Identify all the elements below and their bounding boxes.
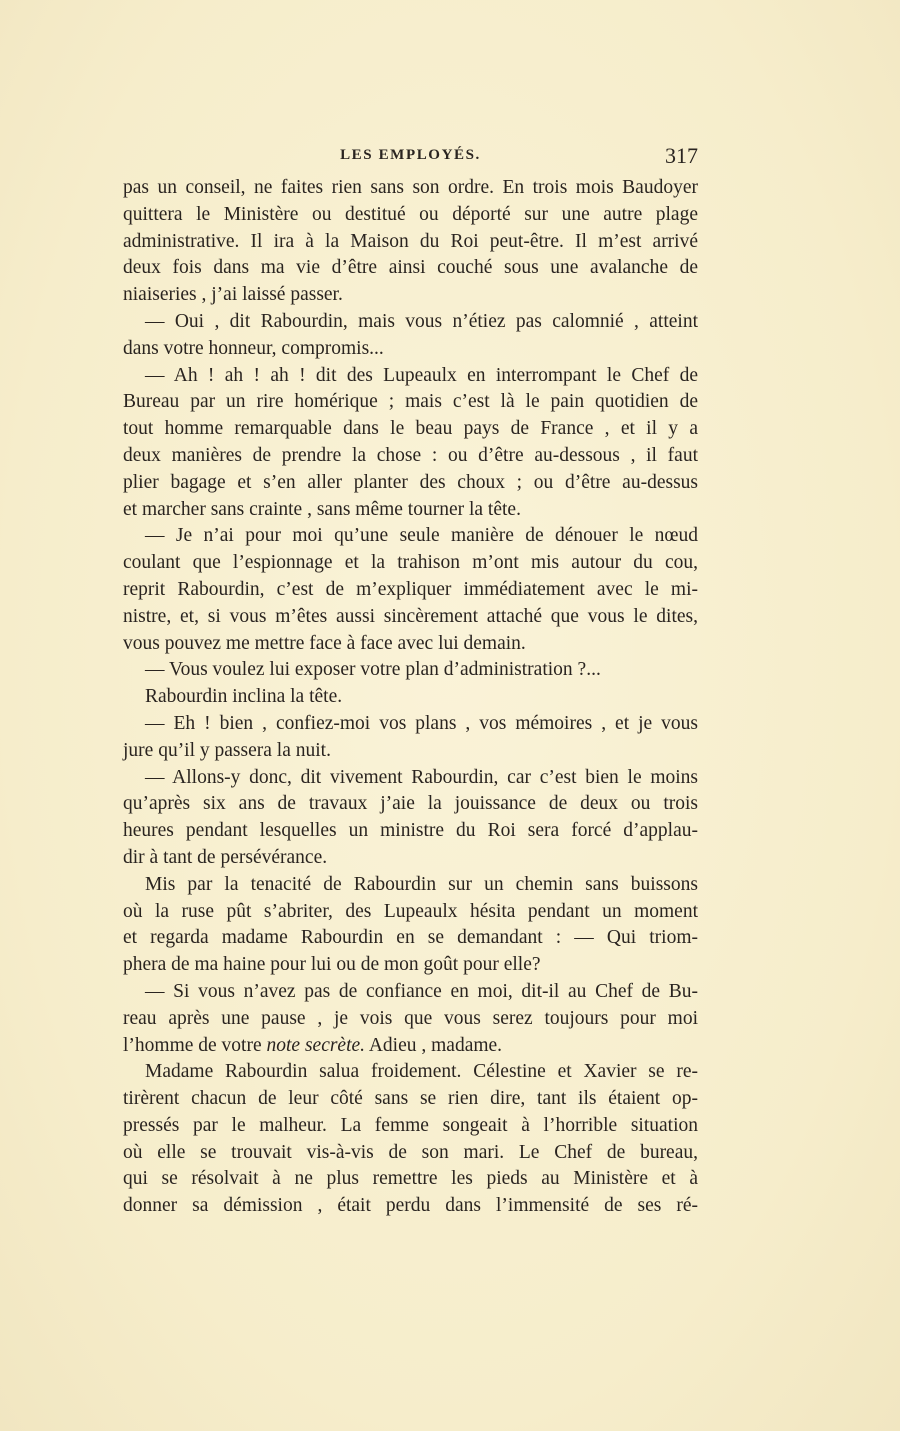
text-line bbox=[123, 550, 698, 577]
text-line bbox=[123, 175, 698, 202]
text-line-content: dans votre honneur, compromis... bbox=[123, 337, 384, 359]
text-line bbox=[123, 979, 698, 1006]
text-line-content: quittera le Ministère ou destitué ou déporté sur une autre plage bbox=[123, 203, 698, 225]
text-line bbox=[123, 738, 698, 765]
text-line bbox=[123, 952, 698, 979]
text-line-content: dir à tant de persévérance. bbox=[123, 846, 328, 868]
text-line bbox=[123, 711, 698, 738]
text-line-content: Rabourdin inclina la tête. bbox=[145, 686, 343, 708]
text-line bbox=[123, 416, 698, 443]
text-line-content: phera de ma haine pour lui ou de mon goût pour elle? bbox=[123, 954, 541, 976]
text-line bbox=[123, 1113, 698, 1140]
text-line-content: administrative. Il ira à la Maison du Roi peut-être. Il m’est arrivé bbox=[123, 230, 698, 252]
text-line-content: reprit Rabourdin, c’est de m’expliquer immédiatement avec le mi- bbox=[123, 578, 698, 600]
text-line-content: reau après une pause , je vois que vous serez toujours pour moi bbox=[123, 1007, 698, 1029]
text-line-content: tirèrent chacun de leur côté sans se rien dire, tant ils étaient op- bbox=[123, 1088, 698, 1110]
text-line-content: l’homme de votre bbox=[123, 1034, 267, 1056]
text-line bbox=[123, 604, 698, 631]
text-line bbox=[123, 818, 698, 845]
text-line-content: Bureau par un rire homérique ; mais c’est là le pain quotidien de bbox=[123, 391, 698, 413]
text-line bbox=[123, 1086, 698, 1113]
text-line-content: pas un conseil, ne faites rien sans son ordre. En trois mois Baudoyer bbox=[123, 177, 698, 198]
text-line-content: deux manières de prendre la chose : ou d’être au-dessous , il faut bbox=[123, 444, 698, 466]
text-line-content: — Ah ! ah ! ah ! dit des Lupeaulx en interrompant le Chef de bbox=[145, 364, 698, 386]
text-line bbox=[123, 282, 698, 309]
text-line-content: tout homme remarquable dans le beau pays de France , et il y a bbox=[123, 418, 698, 440]
text-line-content: — Eh ! bien , confiez-moi vos plans , vos mémoires , et je vous bbox=[145, 712, 698, 734]
text-line bbox=[123, 255, 698, 282]
text-line-content: niaiseries , j’ai laissé passer. bbox=[123, 284, 343, 306]
text-line bbox=[123, 443, 698, 470]
page-number: 317 bbox=[665, 143, 698, 168]
text-line-content: et marcher sans crainte , sans même tourner la tête. bbox=[123, 498, 521, 520]
text-line bbox=[123, 631, 698, 658]
text-line bbox=[123, 1166, 698, 1193]
text-line bbox=[123, 1006, 698, 1033]
text-line-content: — Vous voulez lui exposer votre plan d’administration ?... bbox=[145, 659, 601, 681]
text-line-content: où elle se trouvait vis-à-vis de son mari. Le Chef de bureau, bbox=[123, 1141, 698, 1163]
text-line-content: et regarda madame Rabourdin en se demandant : — Qui triom- bbox=[123, 927, 698, 949]
text-line bbox=[123, 684, 698, 711]
text-line-content: qu’après six ans de travaux j’aie la jouissance de deux ou trois bbox=[123, 793, 698, 815]
text-line bbox=[123, 791, 698, 818]
text-line-content: jure qu’il y passera la nuit. bbox=[123, 739, 331, 761]
page-header bbox=[123, 143, 698, 169]
text-line bbox=[123, 309, 698, 336]
page-body-text bbox=[123, 175, 698, 1220]
text-line bbox=[123, 765, 698, 792]
text-line-content: plier bagage et s’en aller planter des choux ; ou d’être au-dessus bbox=[123, 471, 698, 493]
text-line-content: deux fois dans ma vie d’être ainsi couché sous une avalanche de bbox=[123, 257, 698, 279]
text-line bbox=[123, 899, 698, 926]
text-line bbox=[123, 1193, 698, 1220]
text-line-content: coulant que l’espionnage et la trahison m’ont mis autour du cou, bbox=[123, 552, 698, 574]
text-line bbox=[123, 202, 698, 229]
running-title: LES EMPLOYÉS. bbox=[340, 147, 481, 163]
text-line-content: vous pouvez me mettre face à face avec lui demain. bbox=[123, 632, 526, 654]
text-line-content: — Je n’ai pour moi qu’une seule manière de dénouer le nœud bbox=[145, 525, 698, 547]
text-line bbox=[123, 229, 698, 256]
text-line bbox=[123, 470, 698, 497]
text-line bbox=[123, 1033, 698, 1060]
text-line bbox=[123, 577, 698, 604]
text-line bbox=[123, 336, 698, 363]
text-line-content: — Allons-y donc, dit vivement Rabourdin, car c’est bien le moins bbox=[145, 766, 698, 788]
text-line-content: pressés par le malheur. La femme songeait à l’horrible situation bbox=[123, 1114, 698, 1136]
text-line bbox=[123, 925, 698, 952]
text-line bbox=[123, 1059, 698, 1086]
text-line bbox=[123, 363, 698, 390]
text-line bbox=[123, 872, 698, 899]
text-line-content: qui se résolvait à ne plus remettre les pieds au Ministère et à bbox=[123, 1168, 698, 1190]
text-line bbox=[123, 523, 698, 550]
text-line-content: — Oui , dit Rabourdin, mais vous n’étiez pas calomnié , atteint bbox=[145, 310, 698, 332]
italic-text: note secrète. bbox=[266, 1034, 366, 1056]
text-line-content: donner sa démission , était perdu dans l’immensité de ses ré- bbox=[123, 1195, 698, 1217]
text-line-content: Madame Rabourdin salua froidement. Célestine et Xavier se re- bbox=[145, 1061, 698, 1083]
text-line-content: heures pendant lesquelles un ministre du Roi sera forcé d’applau- bbox=[123, 820, 698, 842]
text-line bbox=[123, 657, 698, 684]
text-line bbox=[123, 1140, 698, 1167]
text-line bbox=[123, 497, 698, 524]
text-line-content: nistre, et, si vous m’êtes aussi sincèrement attaché que vous le dites, bbox=[123, 605, 698, 627]
text-line-content: Mis par la tenacité de Rabourdin sur un chemin sans buissons bbox=[145, 873, 698, 895]
text-line bbox=[123, 389, 698, 416]
text-line-content: — Si vous n’avez pas de confiance en moi, dit-il au Chef de Bu- bbox=[145, 980, 698, 1002]
text-line-content: où la ruse pût s’abriter, des Lupeaulx hésita pendant un moment bbox=[123, 900, 698, 922]
text-line-content: Adieu , madame. bbox=[365, 1034, 503, 1056]
text-line bbox=[123, 845, 698, 872]
